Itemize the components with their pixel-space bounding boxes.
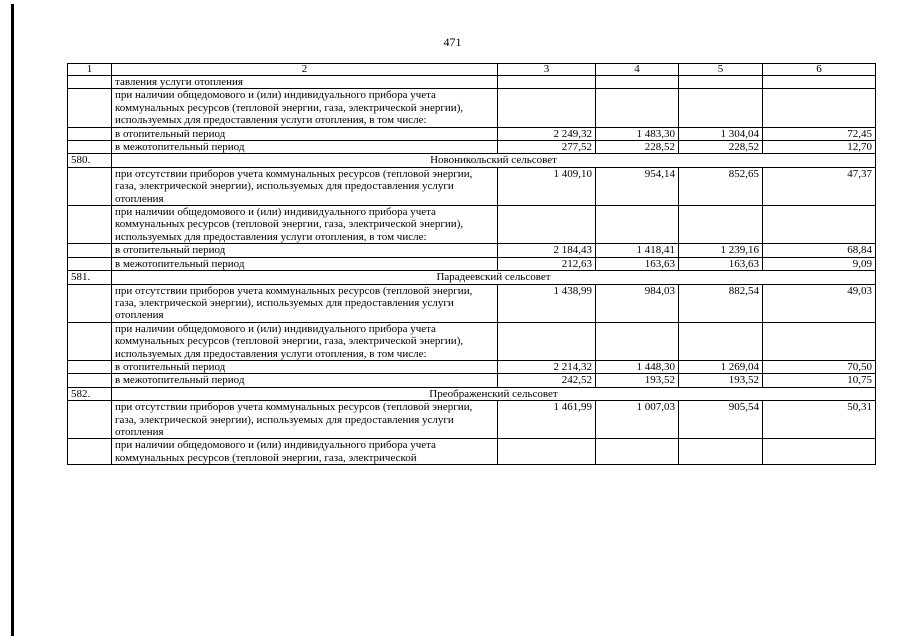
value-col3: 242,52 (498, 374, 596, 387)
table-row (68, 439, 876, 465)
value-col4: 1 483,30 (596, 127, 679, 140)
value-col6: 72,45 (763, 127, 876, 140)
section-name: Парадеевский сельсовет (112, 271, 876, 284)
continuation-tail-text: тавления услуги отопления (112, 76, 498, 89)
section-number: 580. (68, 154, 112, 167)
table-row (68, 360, 876, 373)
with-meter-text: при наличии общедомового и (или) индивидуального прибора учета коммунальных ресурсов (тепловой энергии, газа, электрической энергии), используемых для предоставления услуги отопления, в том числе: (112, 322, 498, 360)
section-name: Новоникольский сельсовет (112, 154, 876, 167)
page-edge-line (11, 4, 14, 636)
value-col3: 2 184,43 (498, 244, 596, 257)
row-label: в межотопительный период (112, 374, 498, 387)
section-header-row (68, 387, 876, 400)
without-meter-text: при отсутствии приборов учета коммунальных ресурсов (тепловой энергии, газа, электрической энергии), используемых для предоставления услуги отопления (112, 284, 498, 322)
without-meter-text: при отсутствии приборов учета коммунальных ресурсов (тепловой энергии, газа, электрической энергии), используемых для предоставления услуги отопления (112, 401, 498, 439)
with-meter-text: при наличии общедомового и (или) индивидуального прибора учета коммунальных ресурсов (тепловой энергии, газа, электрической (112, 439, 498, 465)
column-header-5: 5 (679, 64, 763, 76)
value-col6: 68,84 (763, 244, 876, 257)
row-label: в межотопительный период (112, 257, 498, 270)
value-col3: 1 461,99 (498, 401, 596, 439)
value-col5: 1 304,04 (679, 127, 763, 140)
table-row (68, 374, 876, 387)
value-col5: 882,54 (679, 284, 763, 322)
value-col6: 9,09 (763, 257, 876, 270)
value-col4: 1 007,03 (596, 401, 679, 439)
value-col4: 1 418,41 (596, 244, 679, 257)
value-col6: 50,31 (763, 401, 876, 439)
value-col3: 277,52 (498, 141, 596, 154)
value-col6: 12,70 (763, 141, 876, 154)
section-number: 582. (68, 387, 112, 400)
tariff-table (67, 63, 876, 465)
value-col5: 852,65 (679, 167, 763, 205)
table-row (68, 322, 876, 360)
section-header-row (68, 154, 876, 167)
value-col3: 212,63 (498, 257, 596, 270)
value-col4: 1 448,30 (596, 360, 679, 373)
section-number: 581. (68, 271, 112, 284)
value-col6: 10,75 (763, 374, 876, 387)
value-col4: 228,52 (596, 141, 679, 154)
column-number-row (68, 64, 876, 76)
column-header-3: 3 (498, 64, 596, 76)
value-col3: 2 249,32 (498, 127, 596, 140)
value-col4: 954,14 (596, 167, 679, 205)
row-label: в межотопительный период (112, 141, 498, 154)
column-header-1: 1 (68, 64, 112, 76)
table-row (68, 89, 876, 127)
table-row (68, 206, 876, 244)
table-row (68, 257, 876, 270)
value-col5: 1 269,04 (679, 360, 763, 373)
row-label: в отопительный период (112, 244, 498, 257)
value-col4: 193,52 (596, 374, 679, 387)
value-col3: 1 409,10 (498, 167, 596, 205)
column-header-6: 6 (763, 64, 876, 76)
value-col5: 1 239,16 (679, 244, 763, 257)
value-col6: 49,03 (763, 284, 876, 322)
value-col4: 984,03 (596, 284, 679, 322)
section-header-row (68, 271, 876, 284)
table-row (68, 401, 876, 439)
column-header-2: 2 (112, 64, 498, 76)
table-row (68, 167, 876, 205)
value-col5: 193,52 (679, 374, 763, 387)
table-row (68, 127, 876, 140)
value-col5: 905,54 (679, 401, 763, 439)
table-row (68, 284, 876, 322)
value-col6: 70,50 (763, 360, 876, 373)
page-number: 471 (443, 35, 462, 49)
value-col6: 47,37 (763, 167, 876, 205)
value-col5: 163,63 (679, 257, 763, 270)
with-meter-text: при наличии общедомового и (или) индивидуального прибора учета коммунальных ресурсов (тепловой энергии, газа, электрической энергии), используемых для предоставления услуги отопления, в том числе: (112, 89, 498, 127)
table-row (68, 244, 876, 257)
value-col3: 1 438,99 (498, 284, 596, 322)
table-row (68, 141, 876, 154)
column-header-4: 4 (596, 64, 679, 76)
table-row (68, 76, 876, 89)
value-col5: 228,52 (679, 141, 763, 154)
value-col4: 163,63 (596, 257, 679, 270)
with-meter-text: при наличии общедомового и (или) индивидуального прибора учета коммунальных ресурсов (тепловой энергии, газа, электрической энергии), используемых для предоставления услуги отопления, в том числе: (112, 206, 498, 244)
row-label: в отопительный период (112, 360, 498, 373)
section-name: Преображенский сельсовет (112, 387, 876, 400)
value-col3: 2 214,32 (498, 360, 596, 373)
row-label: в отопительный период (112, 127, 498, 140)
without-meter-text: при отсутствии приборов учета коммунальных ресурсов (тепловой энергии, газа, электрической энергии), используемых для предоставления услуги отопления (112, 167, 498, 205)
